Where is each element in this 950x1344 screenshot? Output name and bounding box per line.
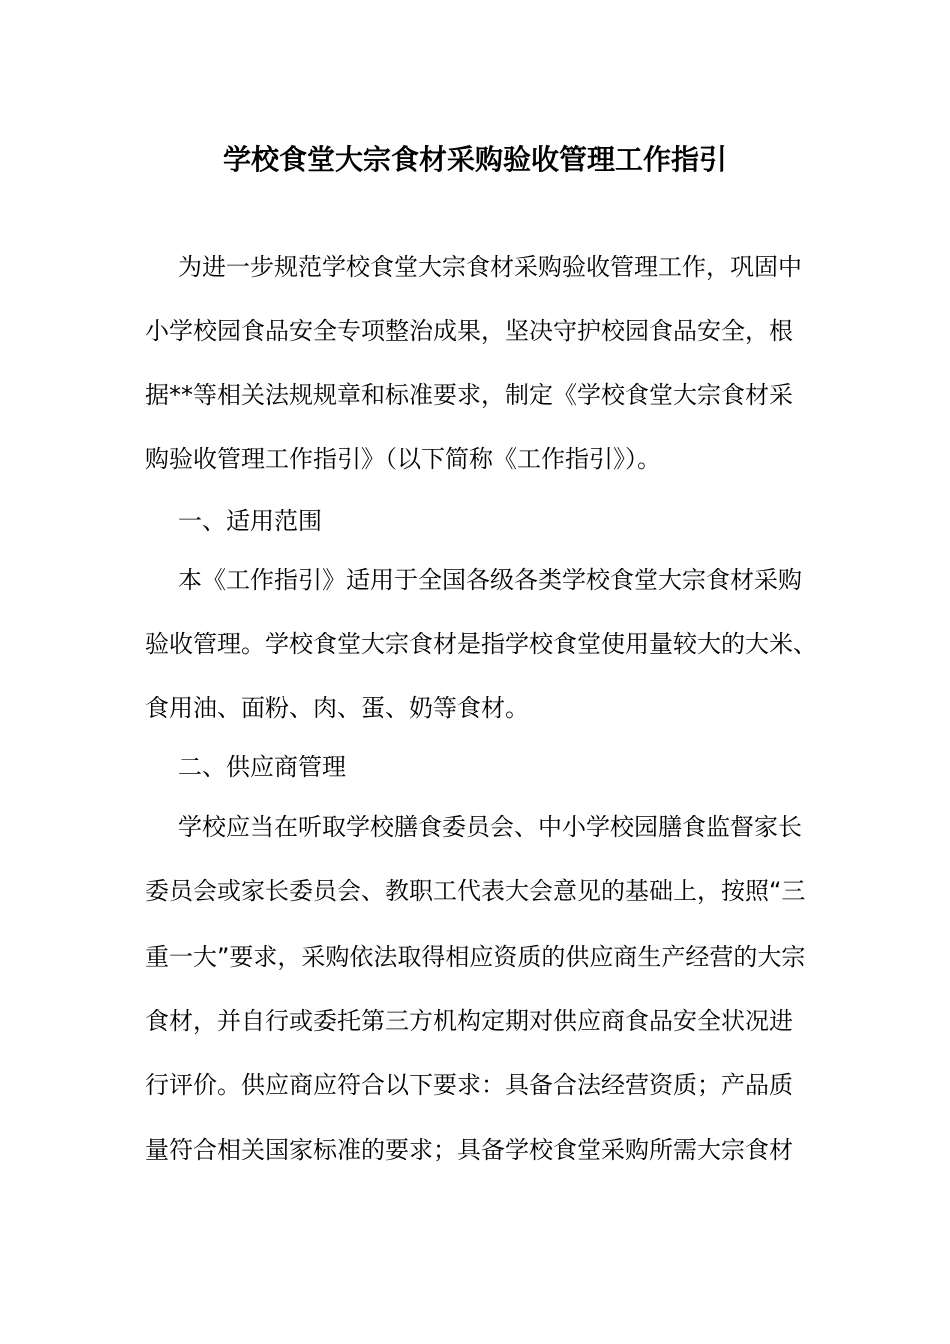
document-title: 学校食堂大宗食材采购验收管理工作指引 [222,143,727,176]
section-heading-scope: 一、适用范围 [178,507,322,535]
paragraph-line: 委员会或家长委员会、教职工代表大会意见的基础上，按照“三 [145,877,806,905]
paragraph-line: 验收管理。学校食堂大宗食材是指学校食堂使用量较大的大米、 [145,630,817,658]
paragraph-line: 行评价。供应商应符合以下要求：具备合法经营资质；产品质 [145,1071,793,1099]
paragraph-line: 购验收管理工作指引》（以下简称《工作指引》）。 [145,445,661,473]
paragraph-line: 食材，并自行或委托第三方机构定期对供应商食品安全状况进 [145,1007,793,1035]
paragraph-line: 学校应当在听取学校膳食委员会、中小学校园膳食监督家长 [178,813,802,841]
paragraph-line: 量符合相关国家标准的要求；具备学校食堂采购所需大宗食材 [145,1136,793,1164]
paragraph-line: 据**等相关法规规章和标准要求，制定《学校食堂大宗食材采 [145,381,793,409]
paragraph-line: 为进一步规范学校食堂大宗食材采购验收管理工作，巩固中 [178,253,802,281]
paragraph-line: 食用油、面粉、肉、蛋、奶等食材。 [145,694,529,722]
section-heading-supplier: 二、供应商管理 [178,753,346,781]
paragraph-line: 小学校园食品安全专项整治成果，坚决守护校园食品安全，根 [145,317,793,345]
paragraph-line: 重一大”要求，采购依法取得相应资质的供应商生产经营的大宗 [145,943,806,971]
paragraph-line: 本《工作指引》适用于全国各级各类学校食堂大宗食材采购 [178,566,802,594]
